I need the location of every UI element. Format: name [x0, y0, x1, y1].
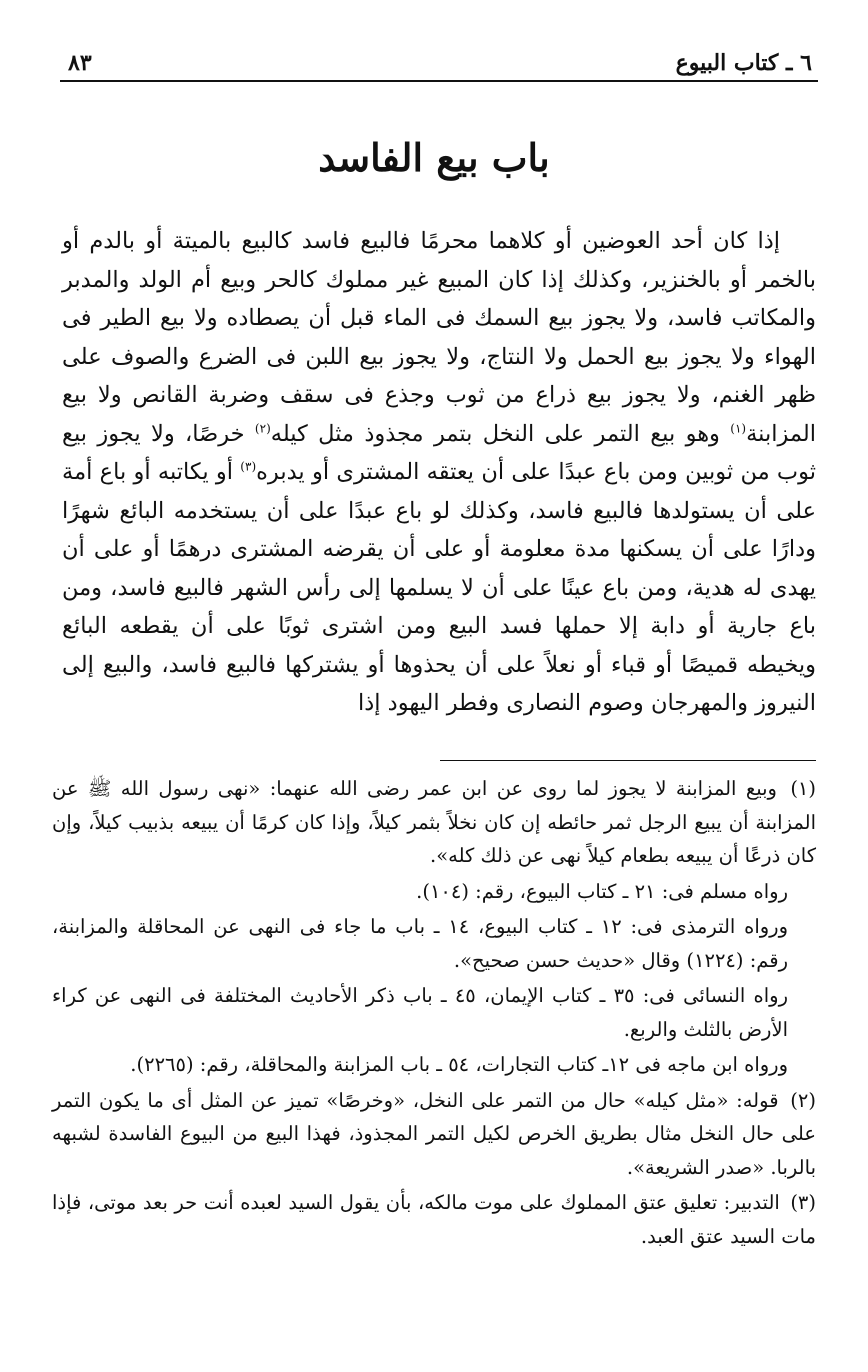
body-text-part-4: أو يكاتبه أو باع أمة على أن يستولدها فالبيع فاسد، وكذلك لو باع عبدًا على أن يستخدمه البائع شهرًا ودارًا على أن يسكنها مدة معلومة أو على أن يقرضه المشترى درهمًا أو على أن يهدى له هدية، ومن باع عينًا على أن لا يسلمها إلى رأس الشهر فالبيع فاسد، ومن باع جارية أو دابة إلا حملها فسد البيع ومن اشترى ثوبًا على أن يقطعه البائع ويخيطه قميصًا أو قباء أو نعلاً على أن يحذوها أو يشتركها فالبيع فاسد، والبيع إلى النيروز والمهرجان وصوم النصارى وفطر اليهود إذا [62, 459, 816, 716]
footnote-1 [52, 772, 816, 873]
footnote-1-ref-nasai: رواه النسائى فى: ٣٥ ـ كتاب الإيمان، ٤٥ ـ باب ذكر الأحاديث المختلفة فى النهى عن كراء الأرض بالثلث والربع. [52, 984, 788, 1041]
footnote-1-text: وبيع المزابنة لا يجوز لما روى عن ابن عمر رضى الله عنهما: «نهى رسول الله ﷺ عن المزابنة أن يبيع الرجل ثمر حائطه إن كان نخلاً بثمر كيلاً، وإذا كان كرمًا أن يبيعه بذبيب كيلاً، وإن كان ذرعًا أن يبيعه بطعام كيلاً نهى عن ذلك كله». [52, 777, 816, 867]
page-number: ٨٣ [68, 50, 92, 76]
running-header [68, 36, 812, 76]
footnote-ref-3[interactable]: (٣) [240, 459, 257, 474]
footnote-1-ref-tirmidhi: ورواه الترمذى فى: ١٢ ـ كتاب البيوع، ١٤ ـ باب ما جاء فى النهى عن المحاقلة والمزابنة، رقم: (١٢٢٤) وقال «حديث حسن صحيح». [52, 915, 789, 972]
body-text-part-2: وهو بيع التمر على النخل بتمر مجذوذ مثل كيله [270, 420, 731, 447]
footnote-3-number: (٣) [790, 1191, 817, 1214]
footnote-1-ref-muslim: رواه مسلم فى: ٢١ ـ كتاب البيوع، رقم: (١٠٤). [416, 879, 788, 903]
footnote-2-number: (٢) [790, 1088, 816, 1112]
footnote-ref-1[interactable]: (١) [730, 421, 747, 435]
footnote-divider [440, 760, 816, 761]
chapter-heading: ٦ ـ كتاب البيوع [675, 50, 812, 76]
footnote-ref-2[interactable]: (٢) [254, 421, 271, 435]
footnote-2 [52, 1084, 816, 1185]
footnote-1-number: (١) [790, 777, 817, 800]
footnote-3-text: التدبير: تعليق عتق المملوك على موت مالكه، بأن يقول السيد لعبده أنت حر بعد موتى، فإذا مات السيد عتق العبد. [52, 1191, 816, 1248]
header-divider [60, 80, 818, 82]
footnotes [52, 772, 816, 1255]
main-paragraph [62, 222, 816, 723]
footnote-1-ref-ibn-majah: ورواه ابن ماجه فى ١٢ـ كتاب التجارات، ٥٤ ـ باب المزابنة والمحاقلة، رقم: (٢٢٦٥). [130, 1053, 788, 1076]
footnote-2-text: قوله: «مثل كيله» حال من التمر على النخل، «وخرصًا» تميز عن المثل أى ما يكون التمر على حال النخل مثال بطريق الخرص لكيل التمر المجذوذ، فهذا البيع من البيوع الفاسدة لشبهه بالربا. «صدر الشريعة». [52, 1088, 816, 1179]
footnote-3 [52, 1186, 816, 1253]
section-title: باب بيع الفاسد [318, 135, 550, 180]
body-text-part-1: إذا كان أحد العوضين أو كلاهما محرمًا فالبيع فاسد كالبيع بالميتة أو بالدم أو بالخمر أو بالخنزير، وكذلك إذا كان المبيع غير مملوك كالحر وبيع أم الولد والمدبر والمكاتب فاسد، ولا يجوز بيع السمك فى الماء قبل أن يصطاده ولا بيع الطير فى الهواء ولا يجوز بيع الحمل ولا النتاج، ولا يجوز بيع اللبن فى الضرع والصوف على ظهر الغنم، ولا يجوز بيع ذراع من ثوب وجذع فى سقف وضربة القانص ولا بيع المزابنة [62, 228, 817, 447]
body-text-part-3: خرصًا، ولا يجوز بيع ثوب من ثوبين ومن باع عبدًا على أن يعتقه المشترى أو يدبره [62, 420, 816, 485]
